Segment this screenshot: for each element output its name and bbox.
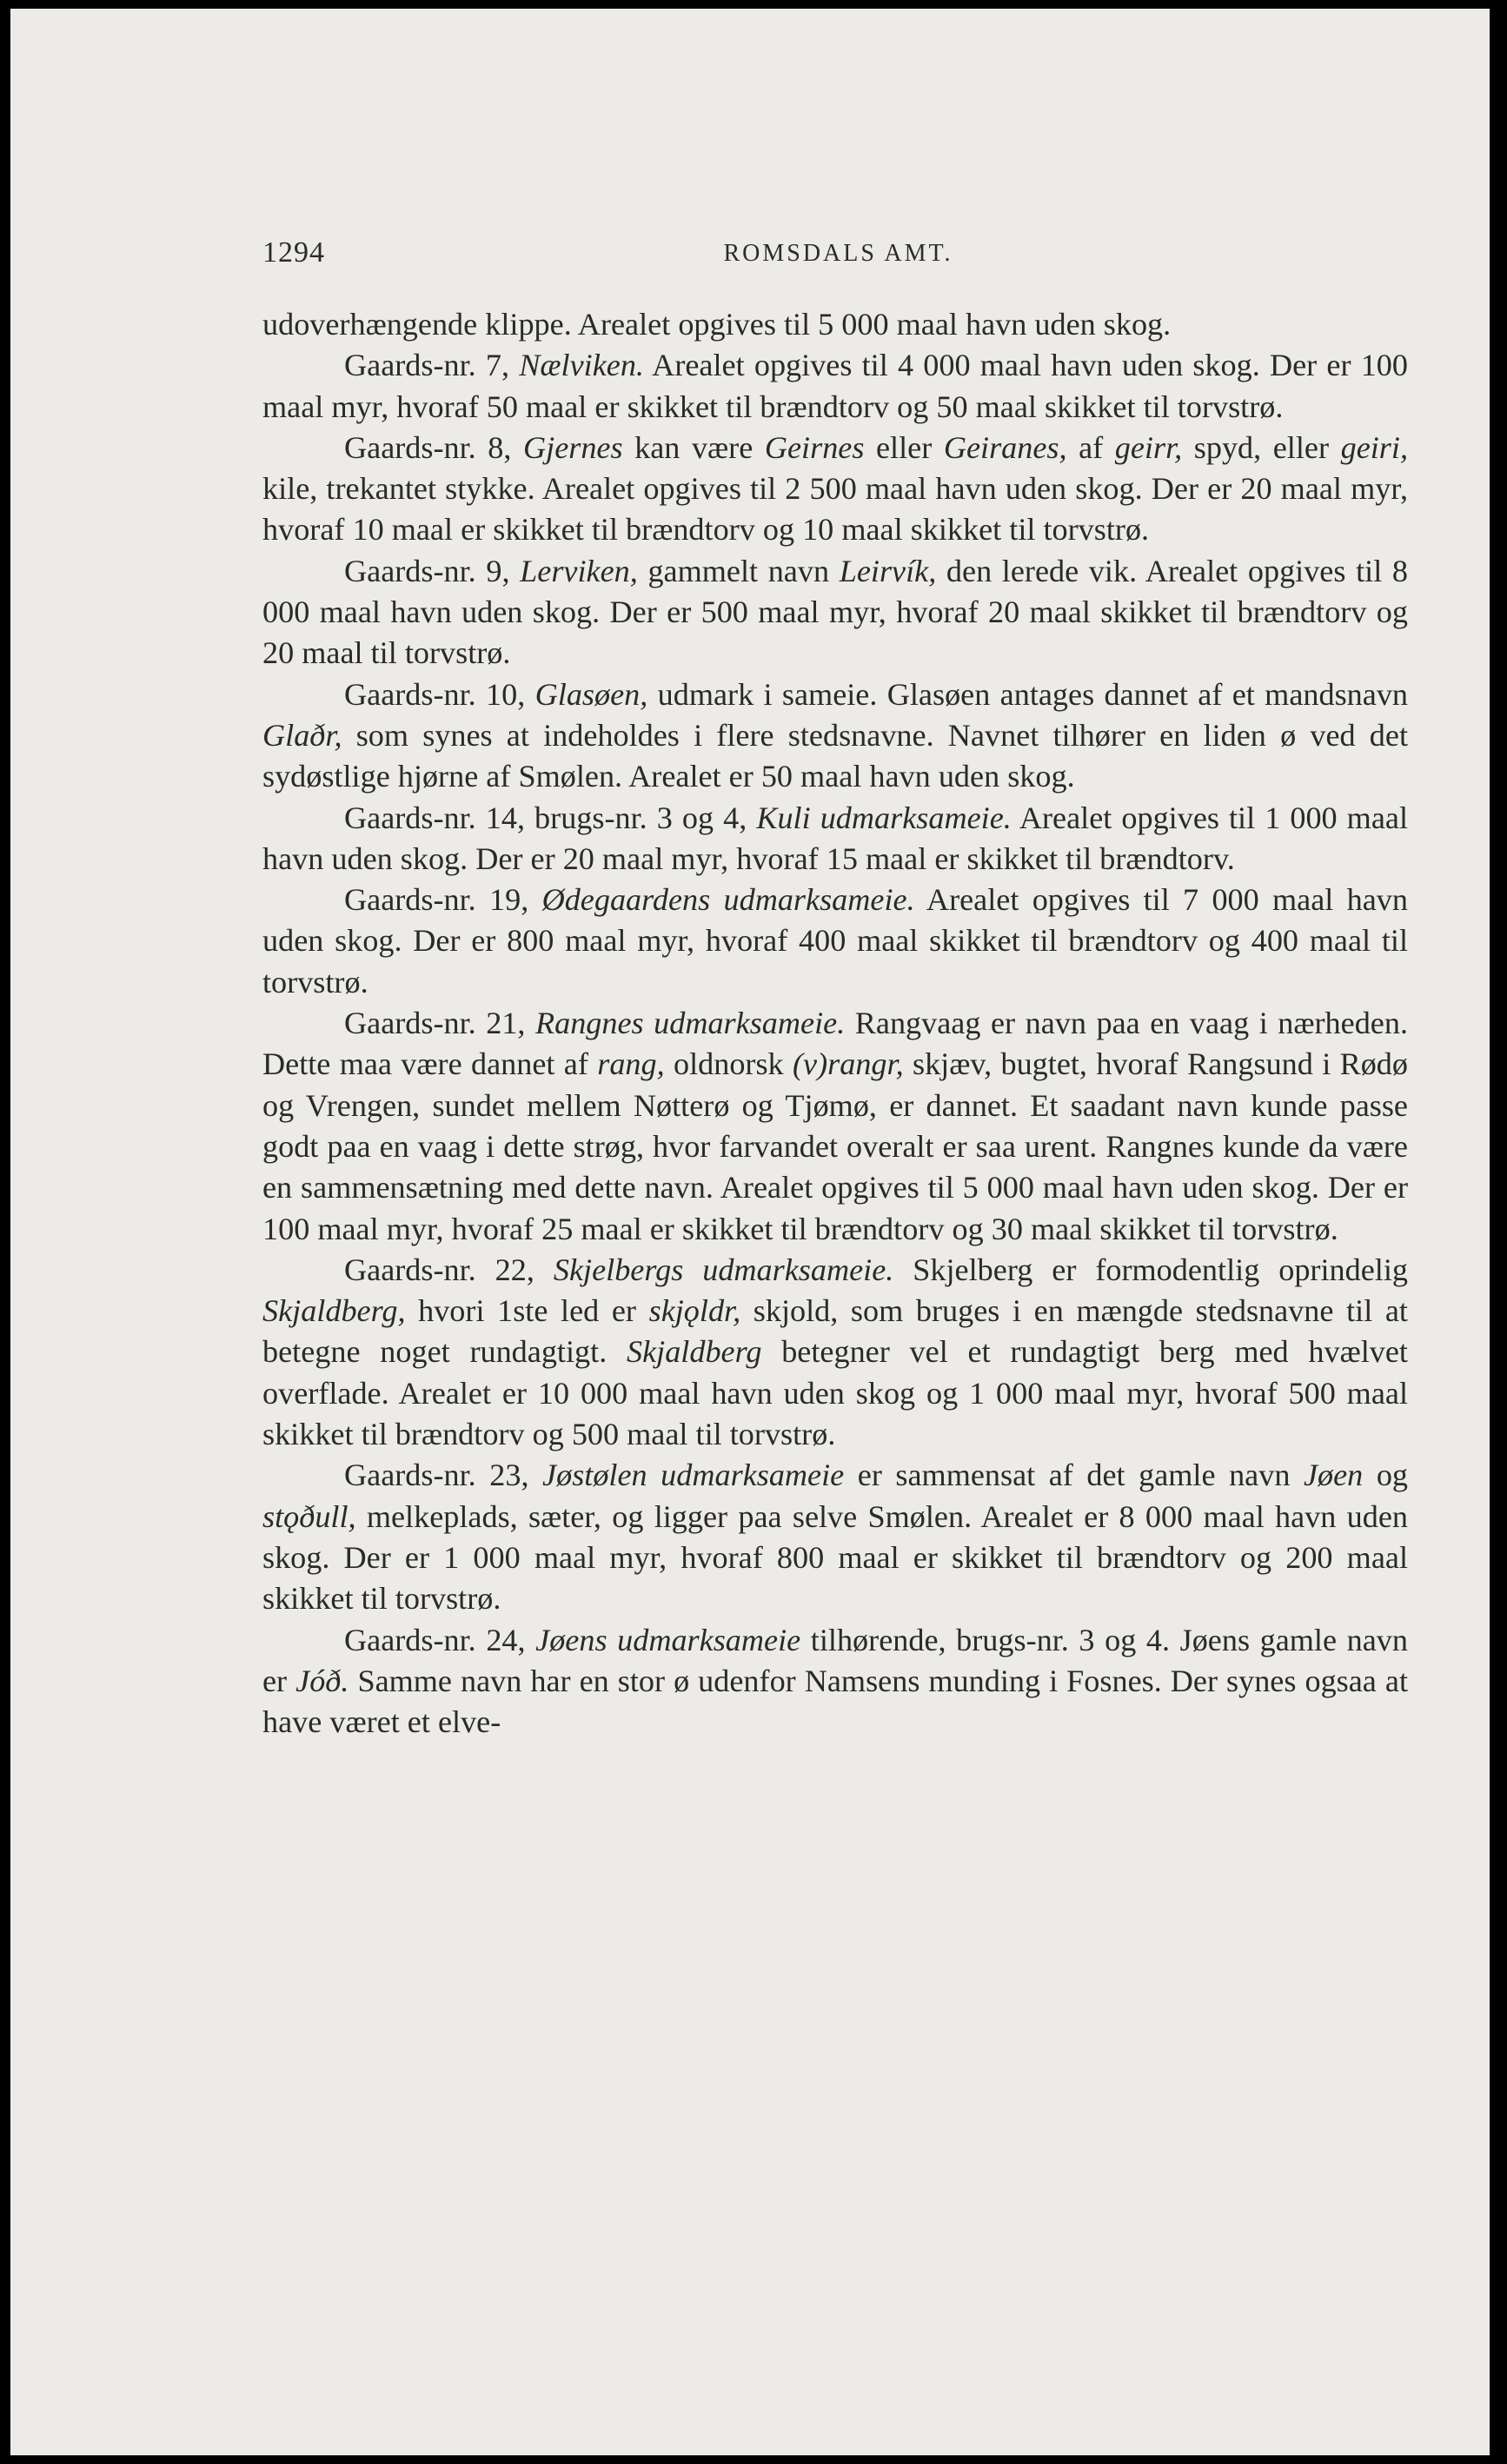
paragraph: [262, 674, 1408, 798]
text-run: Gaards-nr. 22,: [344, 1252, 554, 1287]
text-run: spyd, eller: [1182, 429, 1341, 465]
text-run: Gaards-nr. 7,: [344, 348, 520, 383]
text-run: gammelt navn: [637, 553, 840, 588]
text-run: Rangvaag er navn paa en vaag i nærheden. Dette maa være dannet af: [262, 1006, 1409, 1082]
body-text: [262, 304, 1408, 1743]
paragraph: [262, 428, 1408, 551]
running-title: ROMSDALS AMT.: [723, 240, 953, 267]
text-run: Gaards-nr. 23,: [344, 1458, 543, 1493]
text-run: kan være: [622, 429, 765, 465]
text-run: udmark i sameie. Glasøen antages dannet af et mandsnavn: [647, 676, 1409, 712]
text-run: Gaards-nr. 10,: [344, 676, 535, 712]
italic-term: Nælviken.: [519, 348, 644, 383]
text-run: Gaards-nr. 14, brugs-nr. 3 og 4,: [344, 800, 757, 835]
italic-term: Jøens udmarksameie: [535, 1622, 801, 1657]
italic-term: Glasøen,: [534, 676, 648, 712]
text-run: Arealet opgives til 4 000 maal havn uden skog. Der er 100 maal myr, hvoraf 50 maal er skikket til brændtorv og 50 maal skikket til torvstrø.: [262, 348, 1408, 424]
text-run: Gaards-nr. 24,: [344, 1622, 536, 1657]
paragraph: [262, 1455, 1408, 1619]
italic-term: geirr,: [1114, 429, 1183, 465]
italic-term: rang,: [597, 1046, 665, 1082]
italic-term: Jøstølen udmarksameie: [542, 1458, 845, 1493]
italic-term: Geirnes: [764, 429, 865, 465]
text-run: skjæv, bugtet, hvoraf Rangsund i Rødø og Vrengen, sundet mellem Nøtterø og Tjømø, er dannet. Et saadant navn kunde passe godt paa en vaag i dette strøg, hvor farvandet overalt er saa urent. Rangnes kunde da være en sammensætning med dette navn. Arealet opgives til 5 000 maal havn uden skog. Der er 100 maal myr, hvoraf 25 maal er skikket til brændtorv og 30 maal skikket til torvstrø.: [262, 1046, 1408, 1246]
text-run: Samme navn har en stor ø udenfor Namsens munding i Fosnes. Der synes ogsaa at have været et elve-: [262, 1663, 1408, 1740]
italic-term: Kuli udmarksameie.: [756, 800, 1012, 835]
italic-term: Skjaldberg,: [262, 1293, 406, 1329]
text-run: den lerede vik. Arealet opgives til 8 000 maal havn uden skog. Der er 500 maal myr, hvoraf 20 maal skikket til brændtorv og 20 maal til torvstrø.: [262, 553, 1408, 671]
italic-term: skjǫldr,: [648, 1293, 741, 1329]
book-page: [10, 9, 1490, 2455]
page-number: 1294: [262, 236, 325, 269]
paragraph: [262, 798, 1408, 880]
italic-term: Jøen: [1303, 1458, 1364, 1493]
text-run: melkeplads, sæter, og ligger paa selve Smølen. Arealet er 8 000 maal havn uden skog. Der er 1 000 maal myr, hvoraf 800 maal er skikket til brændtorv og 200 maal skikket til torvstrø.: [262, 1498, 1408, 1617]
italic-term: geiri,: [1340, 429, 1408, 465]
italic-term: (v)rangr,: [793, 1046, 904, 1082]
text-run: kile, trekantet stykke. Arealet opgives til 2 500 maal havn uden skog. Der er 20 maal myr, hvoraf 10 maal er skikket til brændtorv og 10 maal skikket til torvstrø.: [262, 471, 1408, 548]
text-run: Arealet opgives til 1 000 maal havn uden skog. Der er 20 maal myr, hvoraf 15 maal er skikket til brændtorv.: [262, 800, 1409, 876]
text-run: af: [1066, 429, 1115, 465]
italic-term: Ødegaardens udmarksameie.: [541, 882, 915, 918]
text-run: Arealet opgives til 7 000 maal havn uden skog. Der er 800 maal myr, hvoraf 400 maal skikket til brændtorv og 400 maal til torvstrø.: [262, 882, 1408, 1000]
italic-term: Rangnes udmarksameie.: [535, 1006, 846, 1041]
paragraph: [262, 1620, 1408, 1743]
italic-term: Gjernes: [523, 429, 623, 465]
italic-term: Jóð.: [295, 1663, 349, 1698]
text-run: Gaards-nr. 8,: [344, 429, 523, 465]
text-run: betegner vel et rundagtigt berg med hvælvet overflade. Arealet er 10 000 maal havn uden skog og 1 000 maal myr, hvoraf 500 maal skikket til brændtorv og 500 maal til torvstrø.: [262, 1334, 1408, 1452]
text-run: Gaards-nr. 9,: [344, 553, 521, 588]
text-run: Gaards-nr. 21,: [344, 1006, 535, 1041]
paragraph: [262, 1250, 1408, 1455]
italic-term: stǫðull,: [262, 1498, 356, 1534]
italic-term: Glaðr,: [262, 717, 342, 753]
text-run: tilhørende, brugs-nr. 3 og 4. Jøens gamle navn er: [262, 1622, 1408, 1698]
text-run: Skjelberg er formodentlig oprindelig: [893, 1252, 1408, 1287]
text-run: skjold, som bruges i en mængde stedsnavne til at betegne noget rundagtigt.: [262, 1293, 1408, 1370]
paragraph: [262, 551, 1408, 674]
text-run: er sammensat af det gamle navn: [844, 1458, 1304, 1493]
paragraph: [262, 880, 1408, 1003]
text-run: eller: [864, 429, 944, 465]
italic-term: Skjelbergs udmarksameie.: [553, 1252, 894, 1287]
italic-term: Lerviken,: [520, 553, 638, 588]
paragraph: [262, 1003, 1408, 1250]
text-run: som synes at indeholdes i flere stedsnavne. Navnet tilhører en liden ø ved det sydøstlige hjørne af Smølen. Arealet er 50 maal havn uden skog.: [262, 717, 1408, 794]
italic-term: Geiranes,: [943, 429, 1067, 465]
italic-term: Leirvík,: [839, 553, 937, 588]
italic-term: Skjaldberg: [627, 1334, 762, 1370]
text-run: udoverhængende klippe. Arealet opgives til 5 000 maal havn uden skog.: [262, 307, 1172, 342]
page-header: [262, 236, 1414, 271]
text-run: oldnorsk: [664, 1046, 793, 1082]
text-run: og: [1363, 1458, 1409, 1493]
text-run: Gaards-nr. 19,: [344, 882, 542, 918]
paragraph: [262, 345, 1408, 428]
text-run: hvori 1ste led er: [405, 1293, 649, 1329]
paragraph: [262, 304, 1408, 345]
